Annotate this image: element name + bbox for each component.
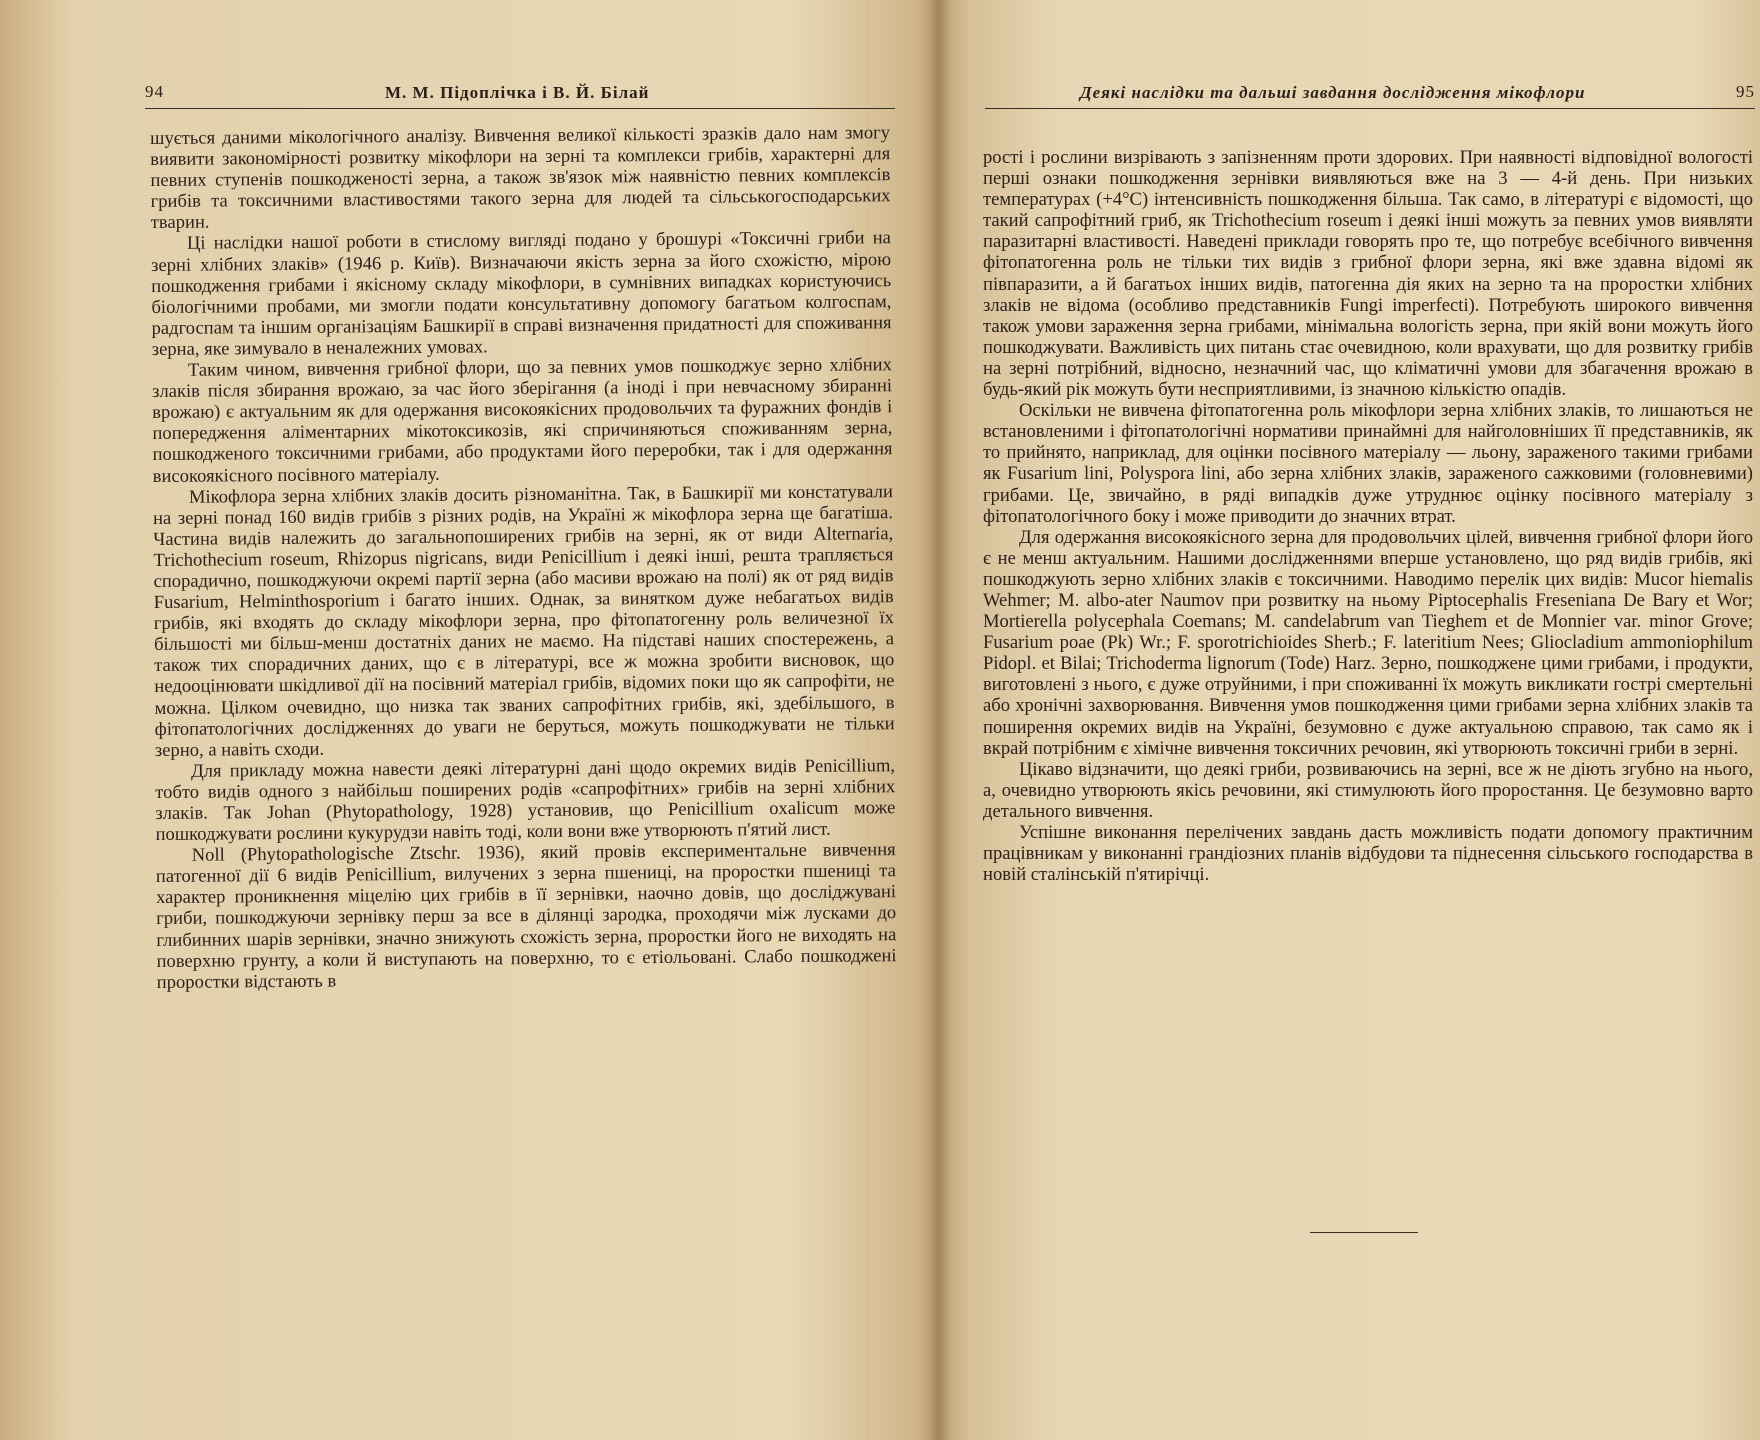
- right-running-title: Деякі наслідки та дальші завдання дослідження мікофлори: [1080, 83, 1586, 102]
- left-running-title: М. М. Підоплічка і В. Й. Білай: [385, 83, 650, 102]
- paragraph: Для одержання високоякісного зерна для продовольчих цілей, вивчення грибної флори його є не менш актуальним. Нашими дослідженнями вперше установлено, що ряд видів грибів, які пошкоджують зерно хлібних злаків є токсичними. Наводимо перелік цих видів: Mucor hiemalis Wehmer; M. albo-ater Naumov при розвитку на ньому Piptocephalis Freseniana De Bary et Wor; Mortierella polycephala Coemans; M. candelabrum van Tieghem et de Monnier var. minor Grove; Fusarium poae (Pk) Wr.; F. sporotrichioides Sherb.; F. lateritium Nees; Gliocladium ammoniophilum Pidopl. et Bilai; Trichoderma lignorum (Tode) Harz. Зерно, пошкоджене цими грибами, і продукти, виготовлені з нього, є дуже отруйними, і при споживанні їх можуть викликати гострі смертельні або хронічні захворювання. Вивчення умов пошкодження цими грибами зерна хлібних злаків та поширення окремих видів на Україні, безумовно є дуже актуальною справою, так само як і вкрай потрібним є хімічне вивчення токсичних речовин, які утворюють токсичні гриби в зерні.: [983, 526, 1753, 759]
- paragraph: Ці наслідки нашої роботи в стислому вигляді подано у брошурі «Токсичні гриби на зерні хлібних злаків» (1946 р. Київ). Визначаючи якість зерна за його схожістю, мірою пошкодження грибами і якісному складу мікофлори, в сумнівних випадках користуючись біологічними пробами, ми змогли подати консультативну допомогу багатьом колгоспам, радгоспам та іншим організаціям Башкирії в справі визначення придатності для споживання зерна, яке зимувало в неналежних умовах.: [150, 227, 892, 360]
- left-body-text: [150, 122, 897, 993]
- left-running-head: [145, 78, 895, 109]
- paragraph: шується даними мікологічного аналізу. Вивчення великої кількості зразків дало нам змогу виявити закономірності розвитку мікофлори на зерні та комплекси грибів, характерні для певних ступенів пошкодженості зерна, а також зв'язок між наявністю певних комплексів грибів та токсичними властивостями такого зерна для людей та сільськогосподарських тварин.: [150, 122, 891, 234]
- paragraph: Таким чином, вивчення грибної флори, що за певних умов пошкоджує зерно хлібних злаків після збирання врожаю, за час його зберігання (а іноді і при невчасному збиранні врожаю) є актуальним як для одержання високоякісних продовольчих та фуражних фондів і попередження аліментарних мікотоксикозів, які спричиняються споживанням зерна, пошкодженого токсичними грибами, або продуктами його переробки, так і для одержання високоякісного посівного матеріалу.: [151, 354, 893, 487]
- paragraph: Успішне виконання перелічених завдань дасть можливість подати допомогу практичним працівникам у виконанні грандіозних планів відбудови та піднесення сільського господарства в новій сталінській п'ятирічці.: [983, 822, 1753, 886]
- paragraph: Noll (Phytopathologische Ztschr. 1936), який провів експериментальне вивчення патогенної дії 6 видів Penicillium, вилучених з зерна пшениці, на проростки пшениці та характер проникнення міцелію цих грибів в її зернівки, наочно довів, що досліджувані гриби, пошкоджуючи зернівку перш за все в ділянці зародка, проходячи між лусками до глибинних шарів зернівки, значно знижують схожість зерна, проростки його не виходять на поверхню грунту, а коли й виступають на поверхню, то є етіольовані. Слабо пошкоджені проростки відстають в: [155, 839, 897, 993]
- paragraph: Мікофлора зерна хлібних злаків досить різноманітна. Так, в Башкирії ми констатували на зерні понад 160 видів грибів з різних родів, на Україні ж мікофлора зерна ще багатіша. Частина видів належить до загальнопоширених грибів на зерні, як от види Alternaria, Trichothecium roseum, Rhizopus nigricans, види Penicillium і деякі інші, решта трапляється спорадично, пошкоджуючи окремі партії зерна (або масиви врожаю на полі) як от ряд видів Fusarium, Helminthosporium і багато інших. Однак, за винятком дуже небагатьох видів грибів, які входять до складу мікофлори зерна, про фітопатогенну роль величезної їх більшості ми більш-менш достатніх даних не маємо. На підставі наших спостережень, а також тих спорадичних даних, що є в літературі, все ж можна зробити висновок, що недооцінювати шкідливої дії на посівний матеріал грибів, відомих поки що як сапрофіти, не можна. Цілком очевидно, що низка так званих сапрофітних грибів, які, здебільшого, в фітопатологічних дослідженнях до уваги не беруться, можуть пошкоджувати не тільки зерно, а навіть сходи.: [152, 480, 895, 761]
- paragraph: Цікаво відзначити, що деякі гриби, розвиваючись на зерні, все ж не діють згубно на нього, а, очевидно утворюють якісь речовини, які стимулюють його проростання. Це безумовно варто детального вивчення.: [983, 758, 1753, 822]
- paragraph: рості і рослини визрівають з запізненням проти здорових. При наявності відповідної вологості перші ознаки пошкодження зернівки виявляються вже на 3 — 4-й день. При низьких температурах (+4°C) інтенсивність пошкодження більша. Так само, в літературі є відомості, що такий сапрофітний гриб, як Trichothecium roseum і деякі інші можуть за певних умов виявляти паразитарні властивості. Наведені приклади говорять про те, що потребує всебічного вивчення фітопатогенна роль не тільки тих видів з грибної флори зерна, які вже здавна відомі як півпаразити, а й багатьох інших видів, патогенна дія яких на зерно та на проростки хлібних злаків не відома (особливо представників Fungi imperfecti). Потребують широкого вивчення також умови зараження зерна грибами, мінімальна вологість зерна, при якій вони можуть його пошкоджувати. Важливість цих питань стає очевидною, коли врахувати, що для розвитку грибів на зерні потрібний, відносно, незначний час, що кліматичні умови для збагачення врожаю в будь-який рік можуть бути несприятливими, із значною кількістю опадів.: [983, 147, 1753, 401]
- right-page: [950, 0, 1760, 1440]
- left-page-number: 94: [145, 82, 164, 101]
- book-gutter: [928, 0, 950, 1440]
- right-running-head: [985, 78, 1755, 109]
- right-page-number: 95: [1736, 82, 1755, 101]
- right-body-text: [983, 147, 1753, 885]
- paragraph: Оскільки не вивчена фітопатогенна роль мікофлори зерна хлібних злаків, то лишаються не встановленими і фітопатологічні нормативи принаймні для найголовніших її представників, як то прийнято, наприклад, для оцінки посівного матеріалу — льону, зараженого такими грибами як Fusarium lini, Polyspora lini, або зерна хлібних злаків, зараженого сажковими (головневими) грибами. Це, звичайно, в ряді випадків дуже утруднює оцінку посівного матеріалу з фітопатологічного боку і може приводити до значних втрат.: [983, 400, 1753, 527]
- closing-rule: [1310, 1232, 1418, 1233]
- paragraph: Для прикладу можна навести деякі літературні дані щодо окремих видів Penicillium, тобто видів одного з найбільш поширених родів «сапрофітних» грибів на зерні хлібних злаків. Так Johan (Phytopathology, 1928) установив, що Penicillium oxalicum може пошкоджувати рослини кукурудзи навіть тоді, коли вони вже утворюють п'ятий лист.: [155, 754, 896, 846]
